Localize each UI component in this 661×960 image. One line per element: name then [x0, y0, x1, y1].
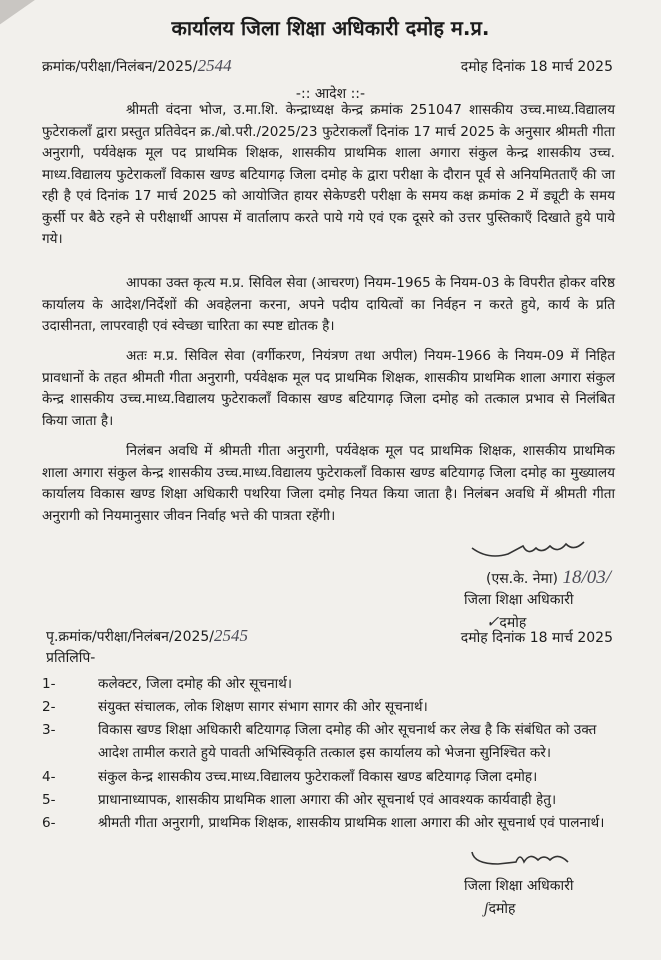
- item-text: विकास खण्ड शिक्षा अधिकारी बटियागढ़ जिला दमोह की ओर सूचनार्थ कर लेख है कि संबंधित को उक्त आदेश तामील कराते हुये पावती अभिस्विकृति तत्काल इस कार्यालय को भेजना सुनिश्चित करे।: [98, 722, 597, 761]
- signatory-2-place: [484, 899, 515, 918]
- signatory-2-designation: जिला शिक्षा अधिकारी: [464, 878, 574, 894]
- place-text: दमोह: [499, 615, 527, 631]
- signature-1: [468, 540, 608, 566]
- copy-ref-prefix: पृ.क्रमांक/परीक्षा/निलंबन/2025/: [46, 629, 215, 645]
- item-text: श्रीमती गीता अनुरागी, प्राथमिक शिक्षक, शासकीय प्राथमिक शाला अगारा की ओर सूचनार्थ एवं पालनार्थ।: [98, 815, 605, 831]
- item-number: 1-: [42, 676, 56, 692]
- item-text: प्राधानाध्यापक, शासकीय प्राथमिक शाला अगारा की ओर सूचनार्थ एवं आवश्यक कार्यवाही हेतु।: [98, 792, 557, 808]
- order-reference: [42, 56, 232, 76]
- paragraph-3-text: अतः म.प्र. सिविल सेवा (वर्गीकरण, नियंत्रण तथा अपील) नियम-1966 के नियम-09 में निहित प्रावधानों के तहत श्रीमती गीता अनुरागी, पर्यवेक्षक मूल पद प्राथमिक शिक्षक, शासकीय प्राथमिक शाला अगारा संकुल केन्द्र शासकीय उच्च.माध्य.विद्यालय फुटेराकलाँ विकास खण्ड बटियागढ़ जिला दमोह को तत्काल प्रभाव से निलंबित किया जाता है।: [42, 348, 615, 429]
- copy-heading: प्रतिलिपि-: [46, 650, 96, 666]
- copy-item: [42, 789, 615, 812]
- item-text: संकुल केन्द्र शासकीय उच्च.माध्य.विद्यालय फुटेराकलाँ विकास खण्ड बटियागढ़ जिला दमोह।: [98, 769, 538, 785]
- check-mark-icon: ✓: [486, 614, 500, 631]
- order-heading: -:: आदेश ::-: [295, 86, 366, 102]
- handwritten-sign-date: 18/03/: [562, 567, 612, 588]
- copy-item: [42, 719, 615, 764]
- copy-ref-number-handwritten: 2545: [214, 626, 249, 645]
- item-text: संयुक्त संचालक, लोक शिक्षण सागर संभाग सागर की ओर सूचनार्थ।: [98, 699, 428, 715]
- signatory-name-text: (एस.के. नेमा): [486, 571, 559, 587]
- paragraph-2-text: आपका उक्त कृत्य म.प्र. सिविल सेवा (आचरण) नियम-1965 के नियम-03 के विपरीत होकर वरिष्ठ कार्यालय के आदेश/निर्देशों की अवहेलना करना, अपने पदीय दायित्वों का निर्वहन न करते हुये, कार्य के प्रति उदासीनता, लापरवाही एवं स्वेच्छा चारिता का स्पष्ट द्योतक है।: [42, 275, 615, 334]
- item-text: कलेक्टर, जिला दमोह की ओर सूचनार्थ।: [98, 676, 292, 692]
- order-date: दमोह दिनांक 18 मार्च 2025: [460, 59, 613, 75]
- copy-reference: [46, 626, 248, 646]
- paragraph-4: [42, 441, 615, 527]
- signatory-name: [486, 567, 611, 589]
- office-title: कार्यालय जिला शिक्षा अधिकारी दमोह म.प्र.: [171, 16, 490, 40]
- paragraph-2: [42, 273, 615, 338]
- copy-item: [42, 812, 615, 835]
- initial-mark-icon: ʃ: [484, 900, 489, 917]
- item-number: 6-: [42, 815, 56, 831]
- signatory-designation: जिला शिक्षा अधिकारी: [464, 592, 574, 608]
- item-number: 4-: [42, 769, 56, 785]
- item-number: 2-: [42, 699, 56, 715]
- paragraph-4-text: निलंबन अवधि में श्रीमती गीता अनुरागी, पर्यवेक्षक मूल पद प्राथमिक शिक्षक, शासकीय प्राथमिक शाला अगारा संकुल केन्द्र शासकीय उच्च.माध्य.विद्यालय फुटेराकलाँ विकास खण्ड बटियागढ़ जिला दमोह का मुख्यालय कार्यालय विकास खण्ड शिक्षा अधिकारी पथरिया जिला दमोह नियत किया जाता है। निलंबन अवधि में श्रीमती गीता अनुरागी को नियमानुसार जीवन निर्वाह भत्ते की पात्रता रहेंगी।: [42, 443, 615, 524]
- copy-date: दमोह दिनांक 18 मार्च 2025: [460, 630, 613, 646]
- paragraph-3: [42, 346, 615, 432]
- place-text: दमोह: [488, 901, 516, 917]
- copy-item: [42, 696, 615, 719]
- copy-item: [42, 673, 615, 696]
- paragraph-1: [42, 100, 615, 251]
- ref-number-handwritten: 2544: [197, 56, 232, 75]
- item-number: 5-: [42, 792, 56, 808]
- item-number: 3-: [42, 722, 56, 738]
- copy-item: [42, 766, 615, 789]
- signature-2: [468, 848, 608, 874]
- paragraph-1-text: श्रीमती वंदना भोज, उ.मा.शि. केन्द्राध्यक्ष केन्द्र क्रमांक 251047 शासकीय उच्च.माध्य.विद्यालय फुटेराकलाँ द्वारा प्रस्तुत प्रतिवेदन क्र./बो.परी./2025/23 फुटेराकलाँ दिनांक 17 मार्च 2025 के अनुसार श्रीमती गीता अनुरागी, पर्यवेक्षक मूल पद प्राथमिक शिक्षक, शासकीय प्राथमिक शाला अगारा संकुल केन्द्र शासकीय उच्च. माध्य.विद्यालय फुटेराकलाँ विकास खण्ड बटियागढ़ जिला दमोह के द्वारा परीक्षा के दौरान पूर्व से अनियमितताएँ की जा रही है एवं दिनांक 17 मार्च 2025 को आयोजित हायर सेकेण्डरी परीक्षा के समय कक्ष क्रमांक 2 में ड्यूटी के समय कुर्सी पर बैठे रहने से परीक्षार्थी आपस में वार्तालाप करते पाये गये एवं एक दूसरे को उत्तर पुस्तिकाएँ दिखाते हुये पाये गये।: [42, 102, 615, 247]
- ref-prefix: क्रमांक/परीक्षा/निलंबन/2025/: [42, 59, 198, 75]
